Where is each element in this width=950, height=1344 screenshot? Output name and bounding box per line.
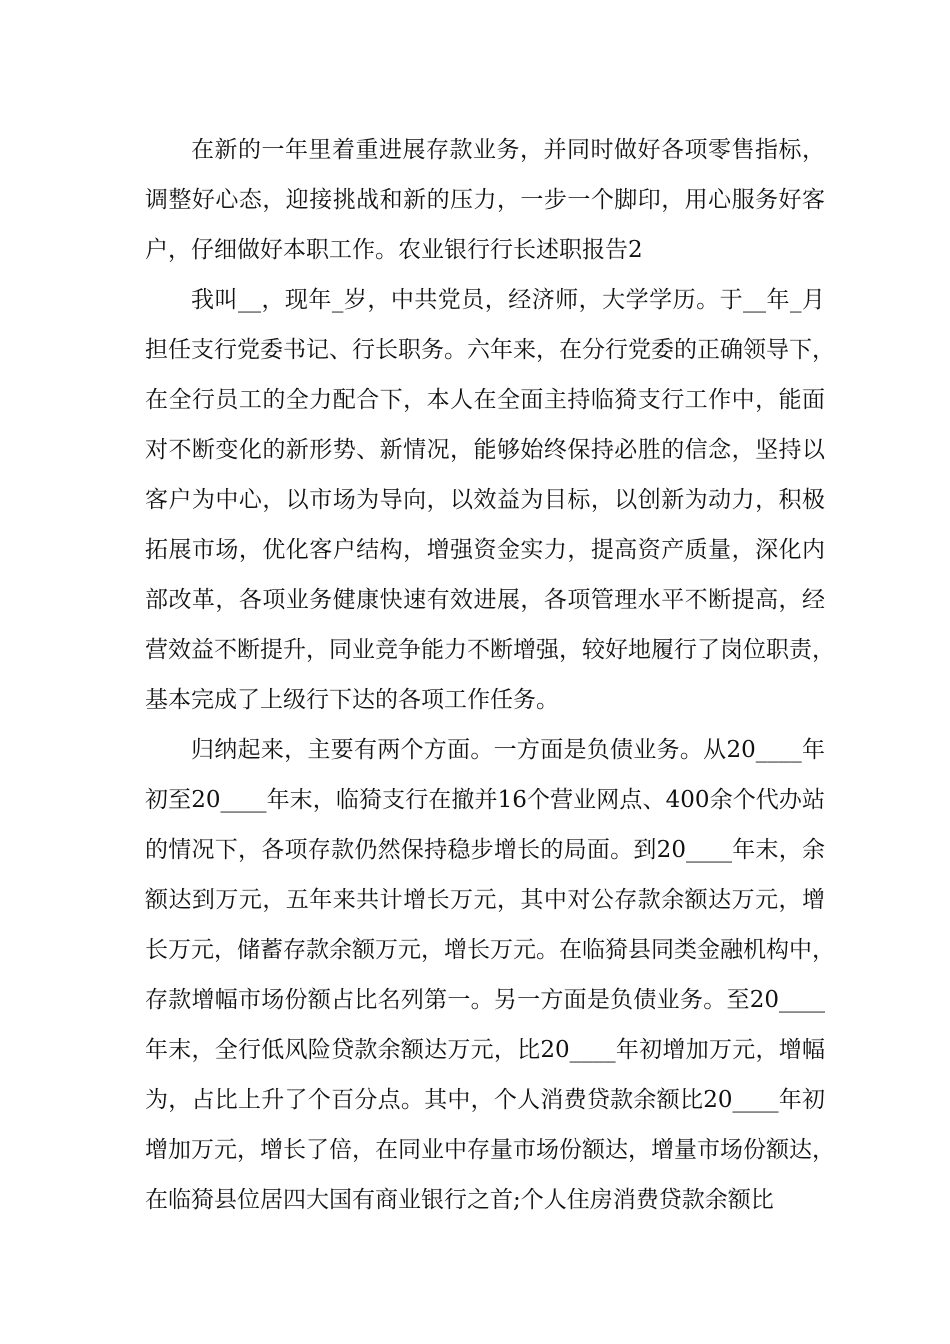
- paragraph-3-line-10: 在临猗县位居四大国有商业银行之首;个人住房消费贷款余额比: [145, 1187, 774, 1213]
- paragraph-2-line-3: 在全行员工的全力配合下，本人在全面主持临猗支行工作中，能面: [145, 387, 825, 413]
- paragraph-1-line-3: 户，仔细做好本职工作。农业银行行长述职报告2: [145, 237, 643, 263]
- paragraph-3-line-1: 归纳起来，主要有两个方面。一方面是负债业务。从20____年: [191, 737, 825, 763]
- paragraph-2-line-7: 部改革，各项业务健康快速有效进展，各项管理水平不断提高，经: [145, 587, 825, 613]
- paragraph-2-line-4: 对不断变化的新形势、新情况，能够始终保持必胜的信念，坚持以: [145, 437, 825, 463]
- paragraph-1-line-2: 调整好心态，迎接挑战和新的压力，一步一个脚印，用心服务好客: [145, 187, 825, 213]
- paragraph-2-line-6: 拓展市场，优化客户结构，增强资金实力，提高资产质量，深化内: [145, 537, 825, 563]
- paragraph-2-line-8: 营效益不断提升，同业竞争能力不断增强，较好地履行了岗位职责，: [145, 637, 835, 663]
- paragraph-2-line-2: 担任支行党委书记、行长职务。六年来，在分行党委的正确领导下，: [145, 337, 835, 363]
- paragraph-3-line-8: 为，占比上升了个百分点。其中，个人消费贷款余额比20____年初: [145, 1087, 825, 1113]
- paragraph-3-line-5: 长万元，储蓄存款余额万元，增长万元。在临猗县同类金融机构中，: [145, 937, 835, 963]
- paragraph-3-line-6: 存款增幅市场份额占比名列第一。另一方面是负债业务。至20____: [145, 987, 825, 1013]
- paragraph-3-line-7: 年末，全行低风险贷款余额达万元，比20____年初增加万元，增幅: [145, 1037, 825, 1063]
- paragraph-2-line-9: 基本完成了上级行下达的各项工作任务。: [145, 687, 559, 713]
- paragraph-2-line-1: 我叫__，现年_岁，中共党员，经济师，大学学历。于__年_月: [191, 287, 825, 313]
- paragraph-3-line-3: 的情况下，各项存款仍然保持稳步增长的局面。到20____年末，余: [145, 837, 825, 863]
- paragraph-1-line-1: 在新的一年里着重进展存款业务，并同时做好各项零售指标，: [191, 137, 825, 163]
- paragraph-2-line-5: 客户为中心，以市场为导向，以效益为目标，以创新为动力，积极: [145, 487, 825, 513]
- paragraph-3-line-9: 增加万元，增长了倍，在同业中存量市场份额达，增量市场份额达，: [145, 1137, 835, 1163]
- paragraph-3-line-2: 初至20____年末，临猗支行在撤并16个营业网点、400余个代办站: [145, 787, 825, 813]
- paragraph-3-line-4: 额达到万元，五年来共计增长万元，其中对公存款余额达万元，增: [145, 887, 825, 913]
